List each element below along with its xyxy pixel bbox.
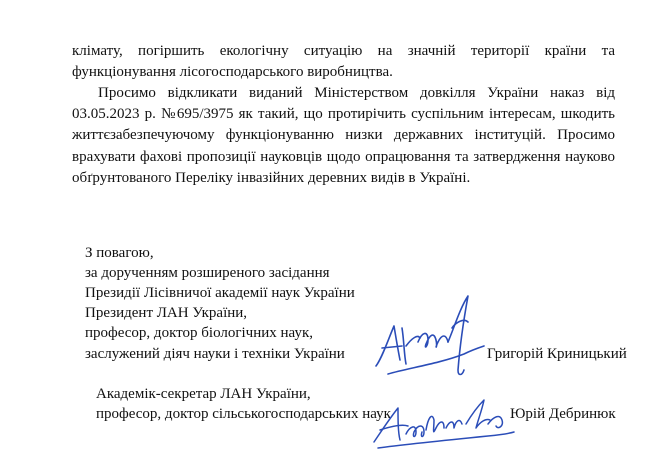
signature-1-icon [368, 288, 490, 384]
signer-2-name: Юрій Дебринюк [510, 406, 616, 422]
signer-1-name: Григорій Криницький [487, 346, 627, 362]
closing-regards: З повагою, [85, 245, 154, 261]
closing-line-4: професор, доктор біологічних наук, [85, 325, 313, 341]
closing-line-2: Президії Лісівничої академії наук України [85, 285, 355, 301]
closing-line-6: Академік-секретар ЛАН України, [96, 386, 311, 402]
closing-line-7: професор, доктор сільськогосподарських наук [96, 406, 391, 422]
letter-paragraph-2: Просимо відкликати виданий Міністерством довкілля України наказ від 03.05.2023 р. №695/3975 як такий, що протирічить суспільним інтересам, шкодить життєзабезпечуючому функціонуванню низки державних інституцій. Просимо врахувати фахові пропозиції науковців щодо опрацювання та затвердження науково обґрунтованого Переліку інвазійних деревних видів в Україні. [72, 85, 615, 186]
closing-line-1: за дорученням розширеного засідання [85, 265, 330, 281]
closing-line-3: Президент ЛАН України, [85, 305, 248, 321]
letter-paragraph-1: клімату, погіршить екологічну ситуацію на значній території країни та функціонування лісогосподарського виробництва. [72, 43, 615, 81]
closing-line-5: заслужений діяч науки і техніки України [85, 346, 345, 362]
